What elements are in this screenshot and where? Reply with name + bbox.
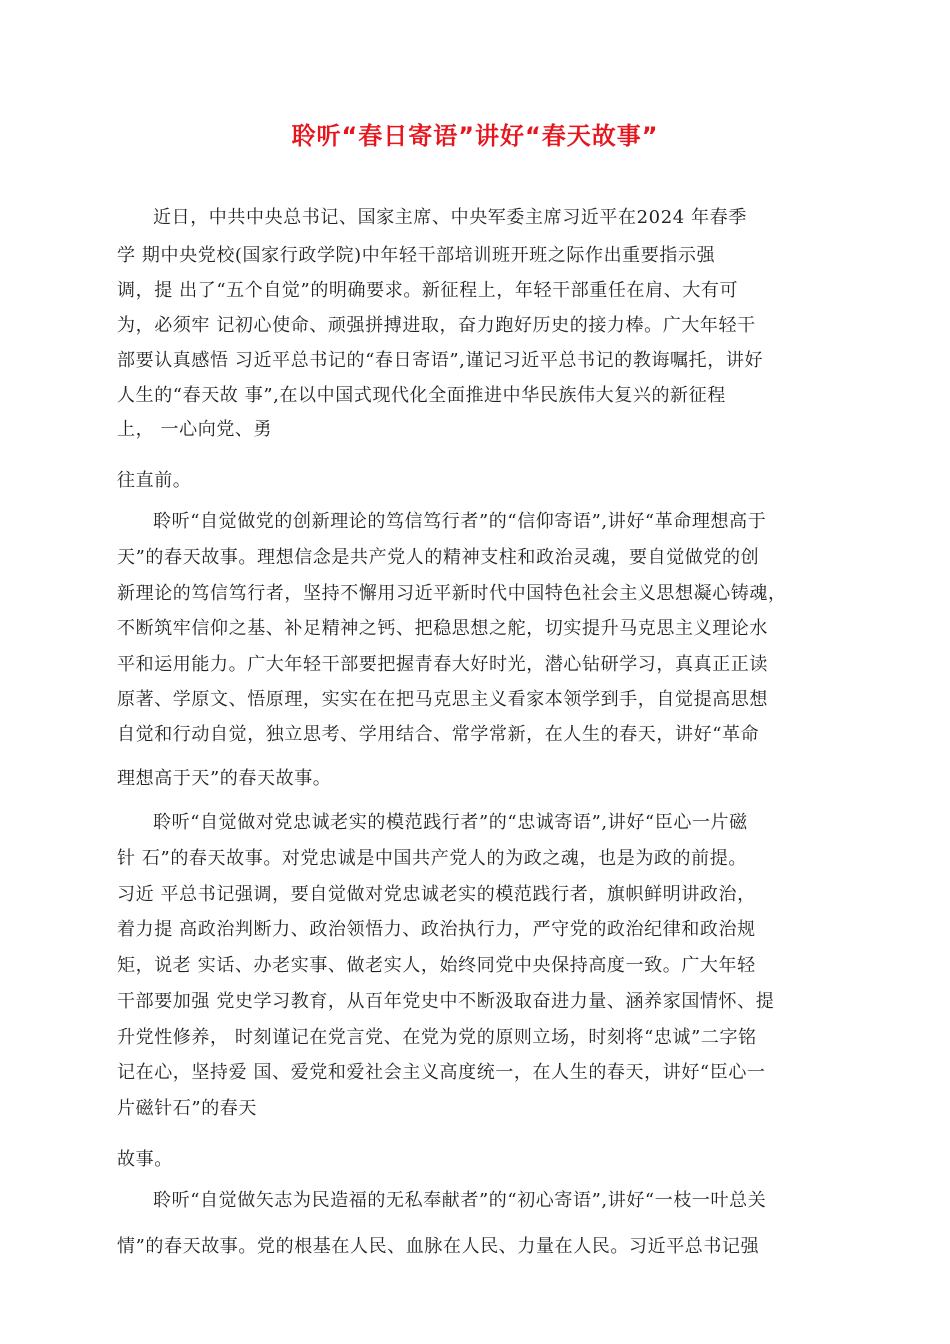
text-line: 原著、学原文、悟原理，实实在在把马克思主义看家本领学到手，自觉提高思想	[117, 689, 768, 710]
text-line: 调，提 出了“五个自觉”的明确要求。新征程上，年轻干部重任在肩、大有可	[117, 280, 739, 301]
text-line: 聆听“自觉做对党忠诚老实的模范践行者”的“忠诚寄语”,讲好“臣心一片磁	[153, 812, 748, 833]
text-line: 上， 一心向党、勇	[117, 419, 273, 440]
text-line: 故事。	[117, 1149, 173, 1170]
document-title: 聆听“春日寄语”讲好“春天故事”	[291, 122, 659, 150]
text-line: 自觉和行动自觉，独立思考、学用结合、常学常新，在人生的春天，讲好“革命	[117, 724, 760, 745]
text-line: 习近 平总书记强调，要自觉做对党忠诚老实的模范践行者，旗帜鲜明讲政治，	[117, 884, 756, 905]
text-line: 情”的春天故事。党的根基在人民、血脉在人民、力量在人民。习近平总书记强	[117, 1236, 760, 1257]
text-line: 片磁针石”的春天	[117, 1098, 258, 1119]
text-line: 人生的“春天故 事”,在以中国式现代化全面推进中华民族伟大复兴的新征程	[117, 385, 726, 406]
text-line: 干部要加强 党史学习教育，从百年党史中不断汲取奋进力量、涵养家国情怀、提	[117, 991, 775, 1012]
text-line: 记在心，坚持爱 国、爱党和爱社会主义高度统一，在人生的春天，讲好“臣心一	[117, 1062, 766, 1083]
text-line: 新理论的笃信笃行者，坚持不懈用习近平新时代中国特色社会主义思想凝心铸魂，	[117, 583, 787, 604]
text-line: 天”的春天故事。理想信念是共产党人的精神支柱和政治灵魂，要自觉做党的创	[117, 547, 760, 568]
text-line: 理想高于天”的春天故事。	[117, 768, 332, 789]
text-line: 学 期中央党校(国家行政学院)中年轻干部培训班开班之际作出重要指示强	[117, 245, 716, 266]
text-line: 着力提 高政治判断力、政治领悟力、政治执行力，严守党的政治纪律和政治规	[117, 919, 756, 940]
text-line: 聆听“自觉做党的创新理论的笃信笃行者”的“信仰寄语”,讲好“革命理想高于	[153, 511, 767, 532]
text-line: 为，必须牢 记初心使命、顽强拼搏进取，奋力跑好历史的接力棒。广大年轻干	[117, 315, 756, 336]
text-line: 聆听“自觉做矢志为民造福的无私奉献者”的“初心寄语”,讲好“一枝一叶总关	[153, 1190, 767, 1211]
text-line: 不断筑牢信仰之基、补足精神之钙、把稳思想之舵，切实提升马克思主义理论水	[117, 618, 768, 639]
text-line: 平和运用能力。广大年轻干部要把握青春大好时光，潜心钻研学习，真真正正读	[117, 654, 768, 675]
text-line: 针 石”的春天故事。对党忠诚是中国共产党人的为政之魂，也是为政的前提。	[117, 848, 747, 869]
text-line: 近日，中共中央总书记、国家主席、中央军委主席习近平在2024 年春季	[153, 207, 747, 228]
text-line: 升党性修养， 时刻谨记在党言党、在党为党的原则立场，时刻将“忠诚”二字铭	[117, 1027, 757, 1048]
text-line: 往直前。	[117, 470, 192, 491]
text-line: 部要认真感悟 习近平总书记的“春日寄语”,谨记习近平总书记的教诲嘱托，讲好	[117, 350, 764, 371]
text-line: 矩，说老 实话、办老实事、做老实人，始终同党中央保持高度一致。广大年轻	[117, 955, 756, 976]
